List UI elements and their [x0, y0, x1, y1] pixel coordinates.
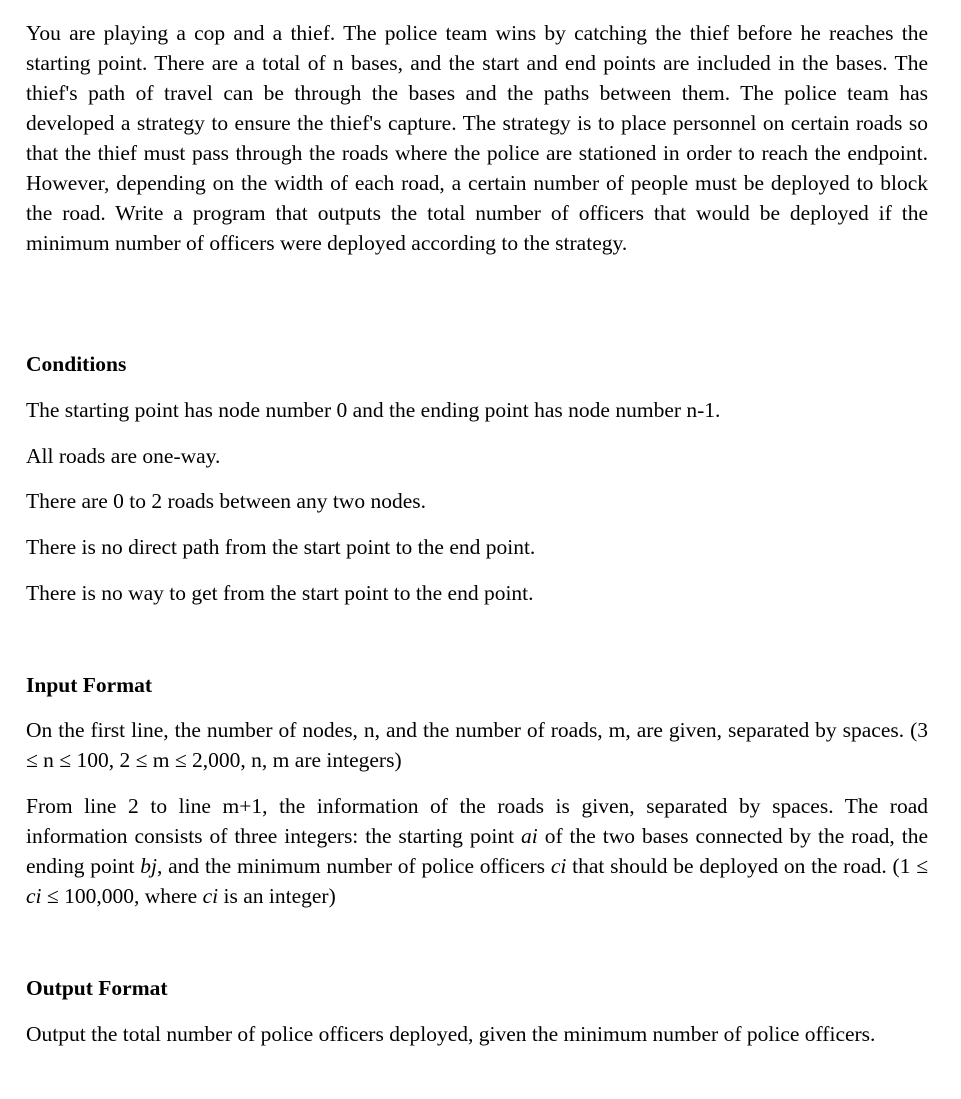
condition-item: There is no way to get from the start point to the end point. [26, 581, 534, 605]
input-text-part: is an integer) [218, 884, 336, 908]
condition-item: There is no direct path from the start point to the end point. [26, 535, 536, 559]
input-text-part: From line 2 to line m+1, the information of the roads is given, separated by spaces. The road information consists of three integers: the starting point [26, 794, 928, 848]
output-format-text: Output the total number of police officers deployed, given the minimum number of police officers. [26, 1022, 876, 1046]
condition-item: All roads are one-way. [26, 444, 221, 468]
output-format-heading: Output Format [26, 976, 168, 1000]
variable-ci: ci [550, 854, 567, 878]
conditions-heading: Conditions [26, 352, 127, 376]
variable-ci: ci [26, 884, 42, 908]
input-text-part: ≤ 100,000, where [41, 884, 203, 908]
input-format-heading: Input Format [26, 673, 153, 697]
input-text-part: , and the minimum number of police officers [156, 854, 551, 878]
variable-ci: ci [202, 884, 219, 908]
input-text-part: of the two bases connected by the road, the ending point [26, 824, 928, 878]
variable-bj: bj [140, 854, 157, 878]
condition-item: The starting point has node number 0 and the ending point has node number n-1. [26, 398, 721, 422]
intro-paragraph: You are playing a cop and a thief. The police team wins by catching the thief before he reaches the starting point. There are a total of n bases, and the start and end points are included in the bases. The thief's path of travel can be through the bases and the paths between them. The police team has developed a strategy to ensure the thief's capture. The strategy is to place personnel on certain roads so that the thief must pass through the roads where the police are stationed in order to reach the endpoint. However, depending on the width of each road, a certain number of people must be deployed to block the road. Write a program that outputs the total number of officers that would be deployed if the minimum number of officers were deployed according to the strategy. [26, 21, 928, 255]
input-format-line2 [26, 791, 928, 911]
input-format-line1: On the first line, the number of nodes, n, and the number of roads, m, are given, separated by spaces. (3 ≤ n ≤ 100, 2 ≤ m ≤ 2,000, n, m are integers) [26, 718, 928, 772]
condition-item: There are 0 to 2 roads between any two nodes. [26, 489, 426, 513]
variable-ai: ai [521, 824, 538, 848]
input-text-part: that should be deployed on the road. (1 ≤ [566, 854, 929, 878]
